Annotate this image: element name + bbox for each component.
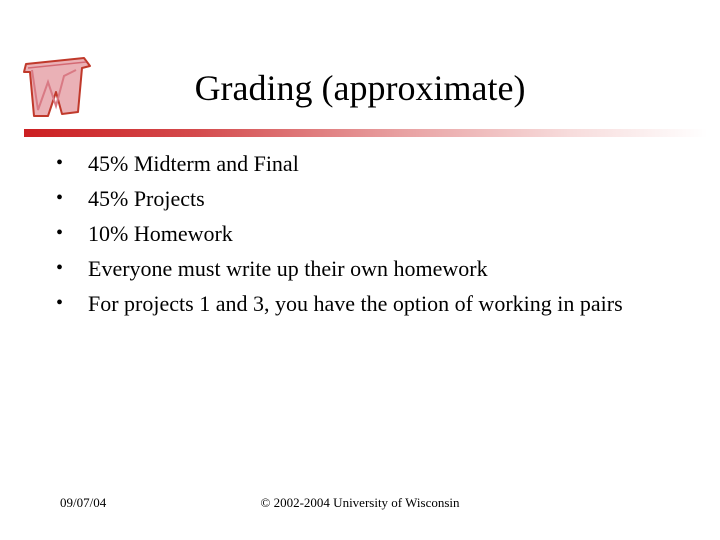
bullet-dot: • [56, 152, 64, 174]
bullet-dot: • [56, 222, 64, 244]
bullet-item [0, 181, 720, 216]
bullet-text: Everyone must write up their own homework [88, 256, 488, 281]
bullet-list [0, 146, 720, 321]
bullet-item [0, 251, 720, 286]
bullet-dot: • [56, 257, 64, 279]
wisconsin-w-logo-icon [20, 52, 92, 124]
footer-date: 09/07/04 [60, 495, 107, 510]
bullet-dot: • [56, 292, 64, 314]
footer-copyright: © 2002-2004 University of Wisconsin [260, 495, 460, 510]
title-divider [24, 129, 708, 137]
bullet-text: 45% Projects [88, 186, 205, 211]
bullet-text: For projects 1 and 3, you have the option of working in pairs [88, 291, 623, 316]
bullet-text: 45% Midterm and Final [88, 151, 299, 176]
bullet-dot: • [56, 187, 64, 209]
bullet-item [0, 146, 720, 181]
bullet-item [0, 286, 720, 321]
slide-title: Grading (approximate) [194, 68, 526, 108]
bullet-item [0, 216, 720, 251]
bullet-text: 10% Homework [88, 221, 233, 246]
